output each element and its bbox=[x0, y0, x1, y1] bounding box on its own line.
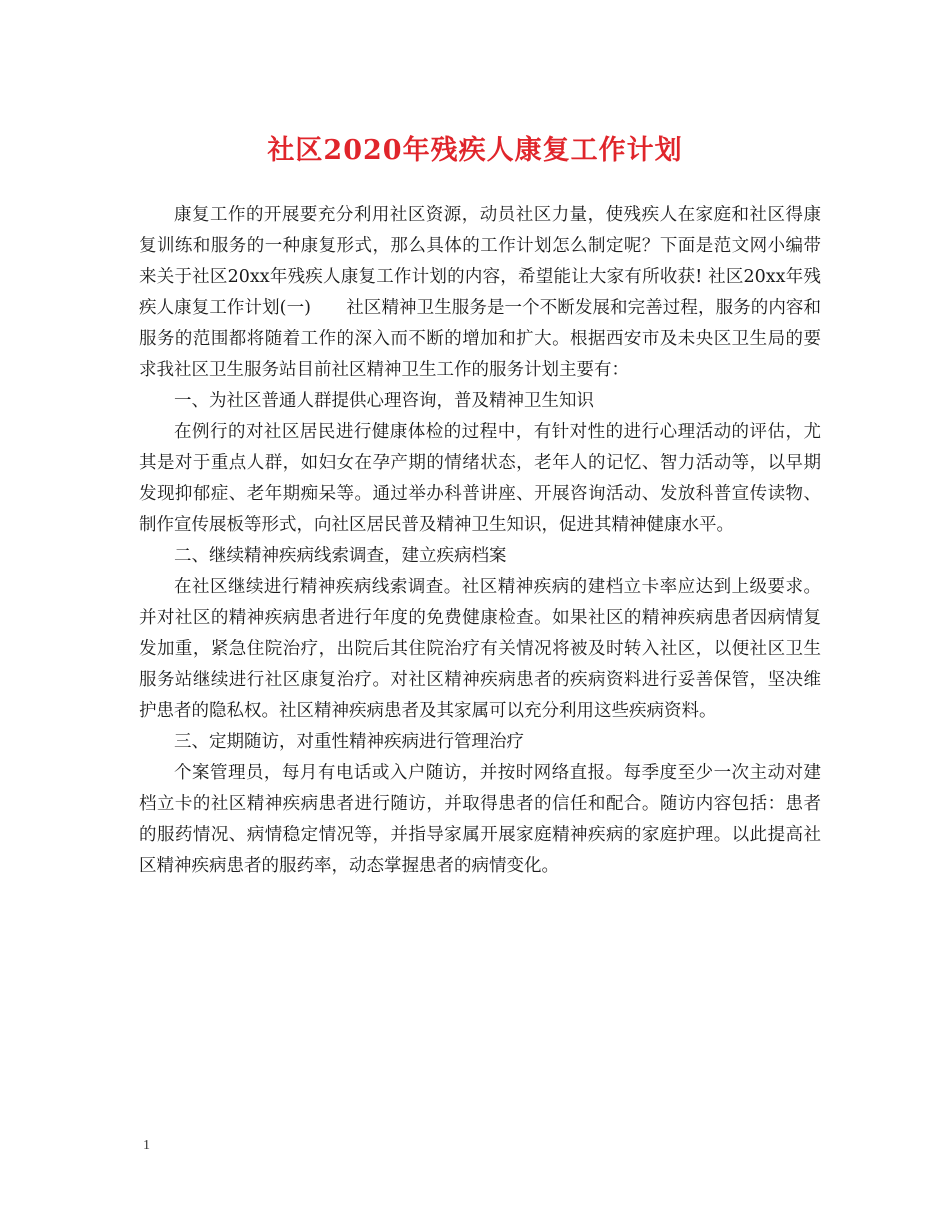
section-paragraph-1: 在例行的对社区居民进行健康体检的过程中，有针对性的进行心理活动的评估，尤其是对于重点人群，如妇女在孕产期的情绪状态，老年人的记忆、智力活动等，以早期发现抑郁症、老年期痴呆等。通过举办科普讲座、开展咨询活动、发放科普宣传读物、制作宣传展板等形式，向社区居民普及精神卫生知识，促进其精神健康水平。 bbox=[139, 422, 821, 535]
section-heading-1: 一、为社区普通人群提供心理咨询，普及精神卫生知识 bbox=[174, 391, 594, 411]
document-body bbox=[139, 200, 821, 882]
section-heading-2: 二、继续精神疾病线索调查，建立疾病档案 bbox=[174, 546, 507, 566]
section-heading-3: 三、定期随访，对重性精神疾病进行管理治疗 bbox=[174, 732, 524, 752]
page-number: 1 bbox=[143, 1138, 150, 1153]
section-paragraph-3: 个案管理员，每月有电话或入户随访，并按时网络直报。每季度至少一次主动对建档立卡的社区精神疾病患者进行随访，并取得患者的信任和配合。随访内容包括：患者的服药情况、病情稳定情况等，并指导家属开展家庭精神疾病的家庭护理。以此提高社区精神疾病患者的服药率，动态掌握患者的病情变化。 bbox=[139, 763, 821, 876]
section-paragraph-2: 在社区继续进行精神疾病线索调查。社区精神疾病的建档立卡率应达到上级要求。并对社区的精神疾病患者进行年度的免费健康检查。如果社区的精神疾病患者因病情复发加重，紧急住院治疗，出院后其住院治疗有关情况将被及时转入社区，以便社区卫生服务站继续进行社区康复治疗。对社区精神疾病患者的疾病资料进行妥善保管，坚决维护患者的隐私权。社区精神疾病患者及其家属可以充分利用这些疾病资料。 bbox=[139, 577, 821, 721]
intro-paragraph: 康复工作的开展要充分利用社区资源，动员社区力量，使残疾人在家庭和社区得康复训练和服务的一种康复形式，那么具体的工作计划怎么制定呢？下面是范文网小编带来关于社区20xx年残疾人康复工作计划的内容，希望能让大家有所收获! 社区20xx年残疾人康复工作计划(一) 社区精神卫生服务是一个不断发展和完善过程，服务的内容和服务的范围都将随着工作的深入而不断的增加和扩大。根据西安市及未央区卫生局的要求我社区卫生服务站目前社区精神卫生工作的服务计划主要有： bbox=[139, 205, 821, 380]
document-title: 社区2020年残疾人康复工作计划 bbox=[267, 135, 683, 166]
